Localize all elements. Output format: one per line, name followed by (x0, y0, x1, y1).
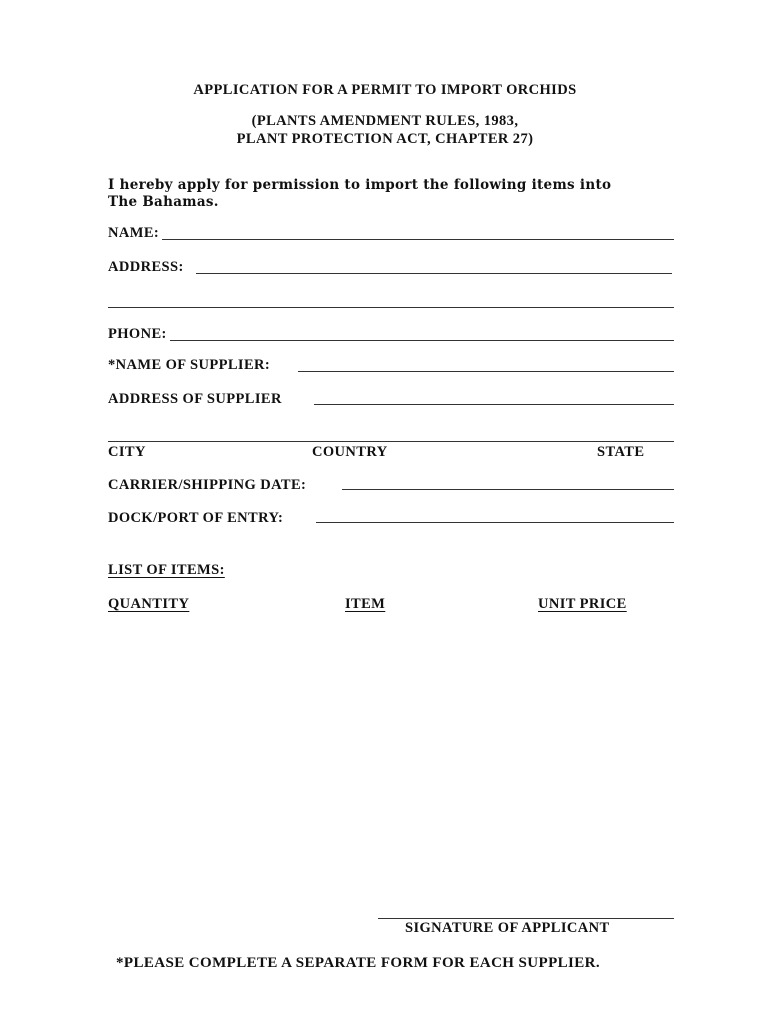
phone-label: PHONE: (108, 326, 167, 342)
signature-line[interactable] (378, 918, 674, 919)
name-label: NAME: (108, 225, 160, 241)
port-of-entry-label: DOCK/PORT OF ENTRY: (108, 510, 284, 526)
name-field[interactable] (162, 239, 674, 240)
supplier-name-field[interactable] (298, 371, 674, 372)
footer-note: *PLEASE COMPLETE A SEPARATE FORM FOR EACH SUPPLIER. (116, 955, 601, 971)
list-of-items-heading: LIST OF ITEMS: (108, 562, 225, 578)
form-subtitle-line2: PLANT PROTECTION ACT, CHAPTER 27) (236, 131, 534, 147)
port-of-entry-field[interactable] (316, 522, 674, 523)
supplier-name-label: *NAME OF SUPPLIER: (108, 357, 271, 373)
state-label: STATE (597, 444, 645, 460)
intro-line1: I hereby apply for permission to import the following items into (108, 177, 612, 193)
phone-field[interactable] (170, 340, 674, 341)
signature-label: SIGNATURE OF APPLICANT (405, 920, 610, 936)
shipping-date-label: CARRIER/SHIPPING DATE: (108, 477, 307, 493)
address-label: ADDRESS: (108, 259, 184, 275)
form-subtitle-line1: (PLANTS AMENDMENT RULES, 1983, (251, 113, 519, 129)
supplier-address-field-line2[interactable] (108, 441, 674, 442)
address-field-line2[interactable] (108, 307, 674, 308)
intro-line2: The Bahamas. (108, 194, 219, 210)
address-field[interactable] (196, 273, 672, 274)
shipping-date-field[interactable] (342, 489, 674, 490)
supplier-address-field[interactable] (314, 404, 674, 405)
quantity-column-header: QUANTITY (108, 596, 190, 612)
form-title: APPLICATION FOR A PERMIT TO IMPORT ORCHIDS (193, 82, 577, 98)
item-column-header: ITEM (345, 596, 386, 612)
supplier-address-label: ADDRESS OF SUPPLIER (108, 391, 282, 407)
city-label: CITY (108, 444, 146, 460)
country-label: COUNTRY (312, 444, 388, 460)
unit-price-column-header: UNIT PRICE (538, 596, 627, 612)
